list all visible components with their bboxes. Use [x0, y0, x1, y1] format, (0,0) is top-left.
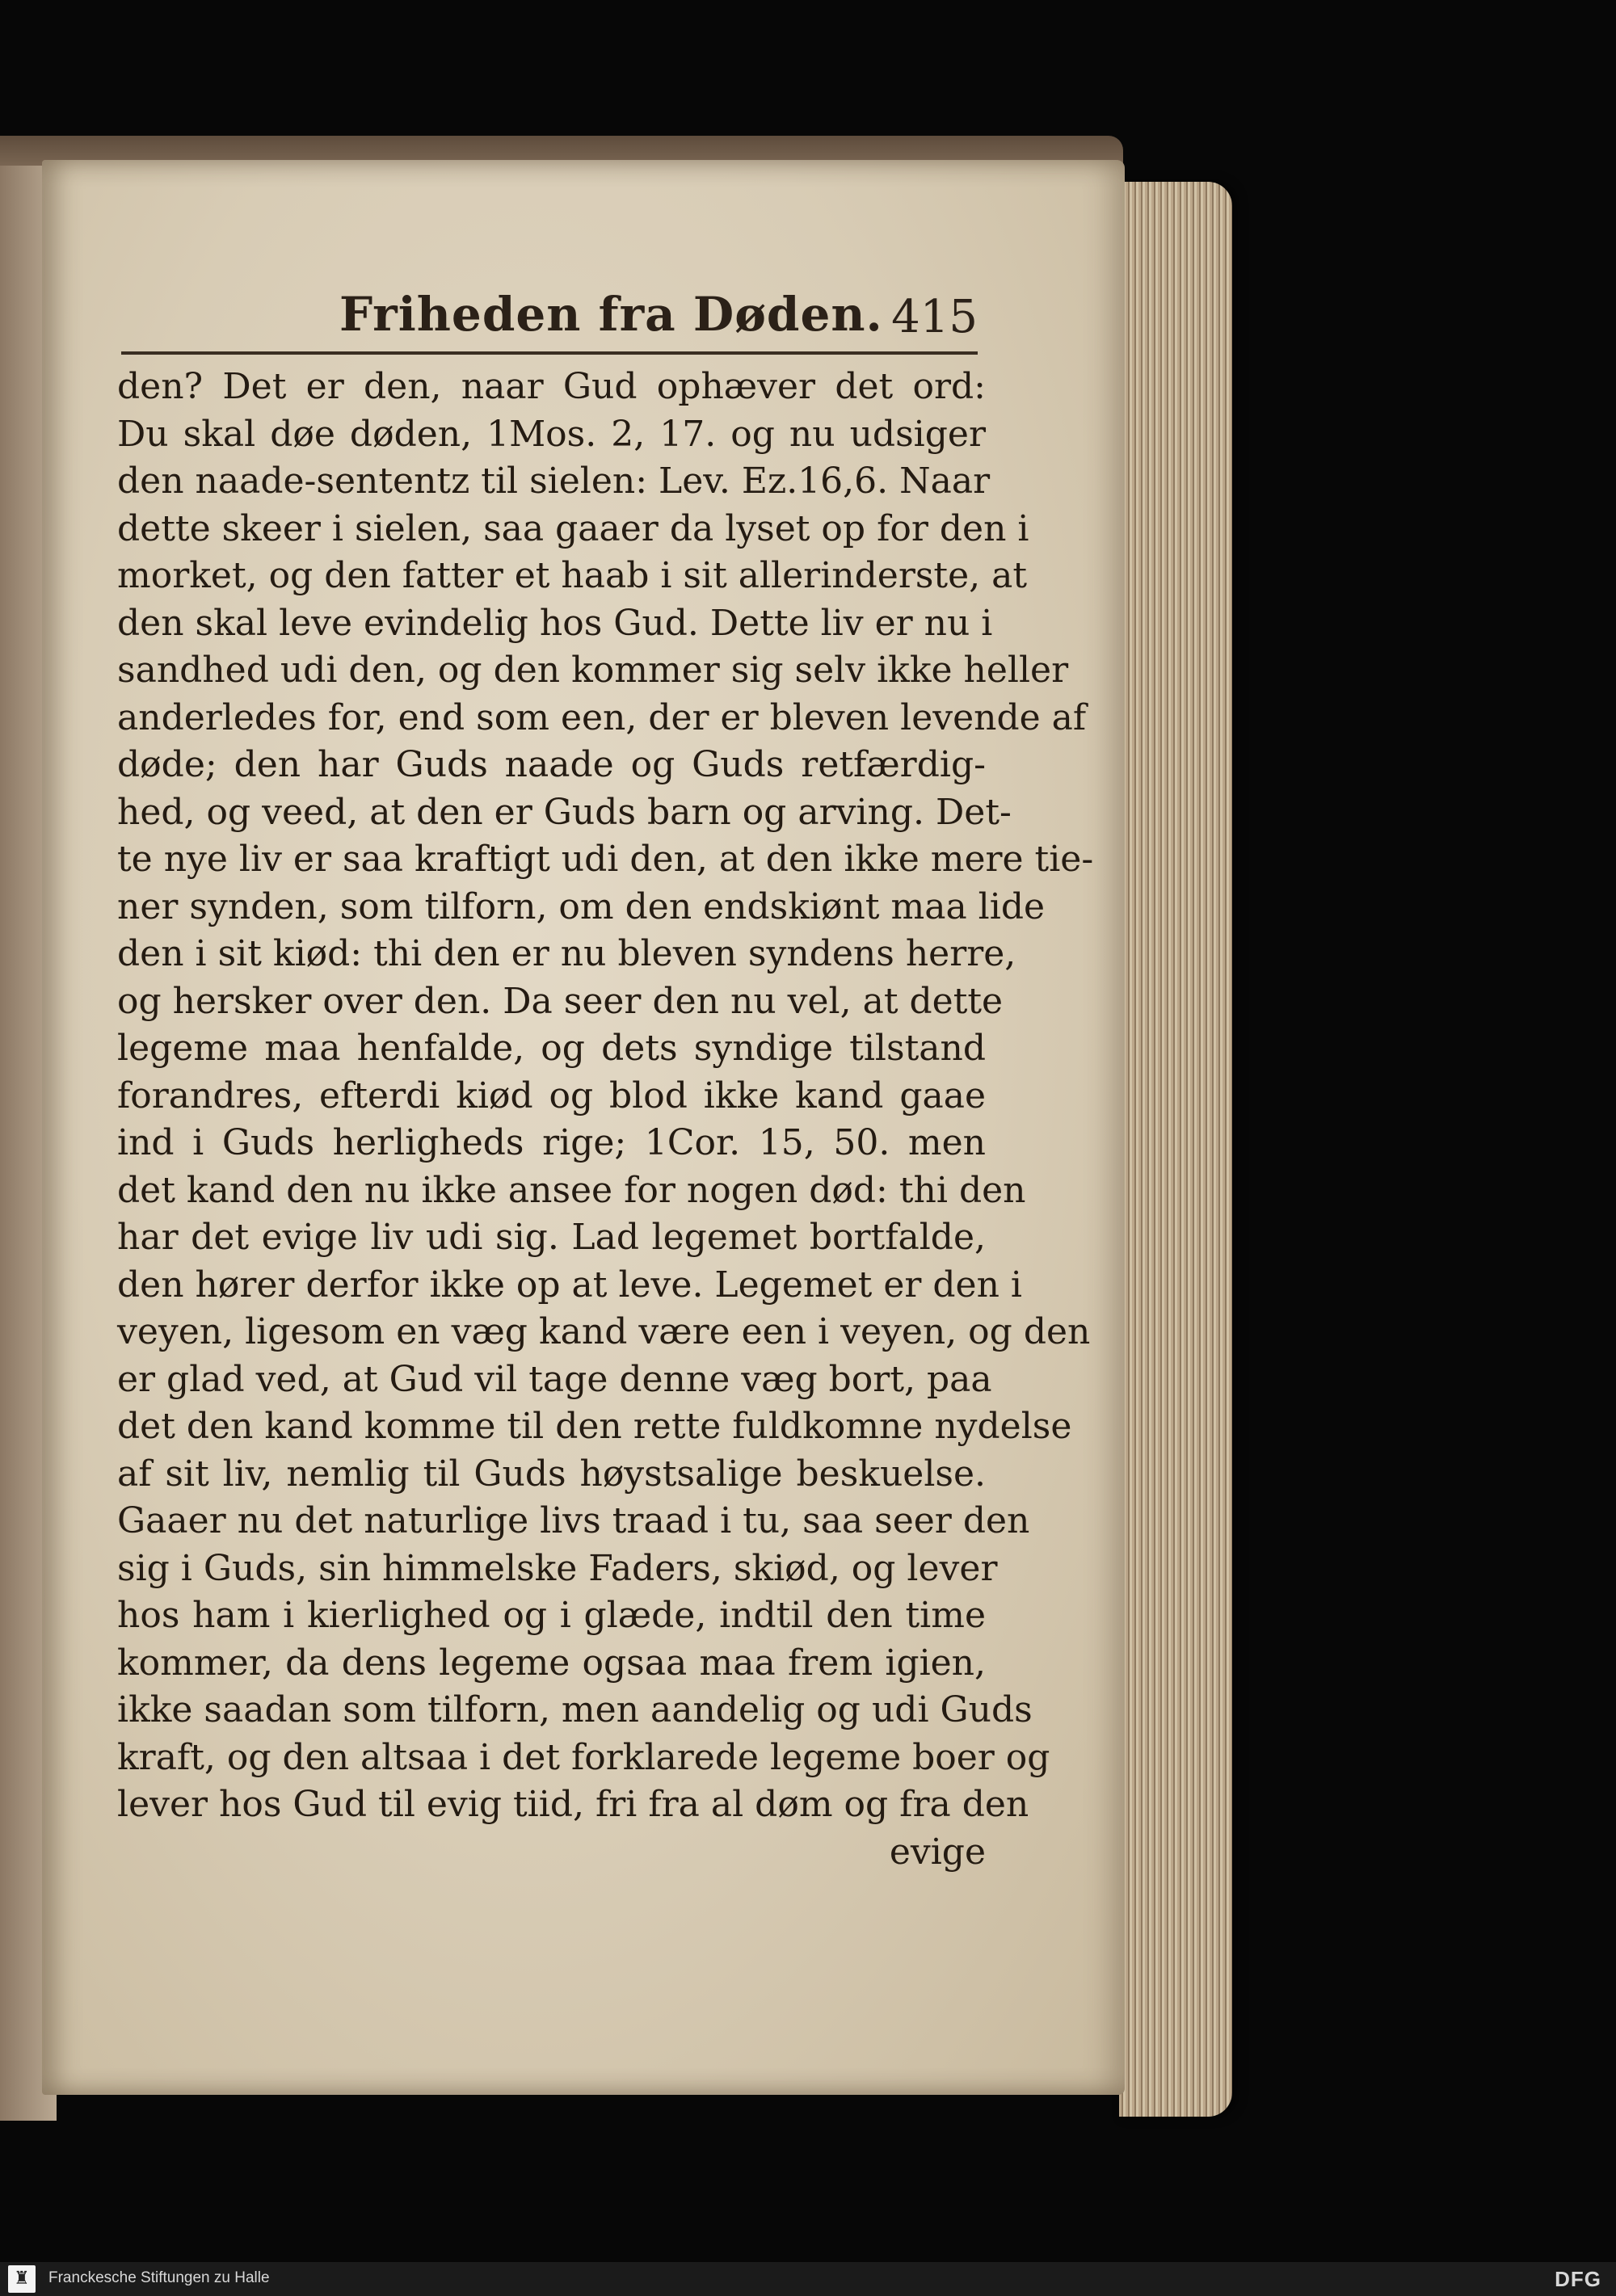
dfg-logo: DFG	[1555, 2267, 1601, 2291]
text-line: Gaaer nu det naturlige livs traad i tu, saa seer den	[117, 1500, 1030, 1541]
text-line: den i sit kiød: thi den er nu bleven syndens herre,	[117, 933, 1016, 974]
text-line: kraft, og den altsaa i det forklarede legeme boer og	[117, 1736, 1050, 1778]
text-line: Du skal døe døden, 1Mos. 2, 17. og nu udsiger	[117, 413, 986, 455]
text-line: veyen, ligesom en væg kand være een i veyen, og den	[117, 1311, 1091, 1352]
text-line: den hører derfor ikke op at leve. Legemet er den i	[117, 1264, 1022, 1306]
text-line: morket, og den fatter et haab i sit allerinderste, at	[117, 555, 1028, 596]
text-line: den naade-sententz til sielen: Lev. Ez.16,6. Naar	[117, 460, 991, 502]
text-line: legeme maa henfalde, og dets syndige tilstand	[117, 1028, 986, 1069]
page-number: 415	[891, 291, 978, 343]
text-line: sandhed udi den, og den kommer sig selv ikke heller	[117, 650, 1069, 691]
text-line: den skal leve evindelig hos Gud. Dette liv er nu i	[117, 602, 993, 644]
text-line: sig i Guds, sin himmelske Faders, skiød, og lever	[117, 1547, 998, 1589]
text-line: ind i Guds herligheds rige; 1Cor. 15, 50. men	[117, 1122, 986, 1163]
text-line: te nye liv er saa kraftigt udi den, at den ikke mere tie-	[117, 839, 1094, 880]
head-rule	[121, 351, 978, 355]
text-line: døde; den har Guds naade og Guds retfærdig-	[117, 744, 986, 785]
running-head-title: Friheden fra Døden.	[339, 287, 883, 342]
text-line: den? Det er den, naar Gud ophæver det ord:	[117, 366, 986, 407]
footer-institution: Franckesche Stiftungen zu Halle	[48, 2269, 270, 2286]
text-line: hed, og veed, at den er Guds barn og arving. Det-	[117, 791, 1012, 833]
text-line: det den kand komme til den rette fuldkomne nydelse	[117, 1406, 1072, 1447]
text-line: det kand den nu ikke ansee for nogen død: thi den	[117, 1169, 1026, 1211]
text-line: dette skeer i sielen, saa gaaer da lyset op for den i	[117, 507, 1029, 549]
text-line: er glad ved, at Gud vil tage denne væg bort, paa	[117, 1358, 992, 1400]
text-line: lever hos Gud til evig tiid, fri fra al døm og fra den	[117, 1784, 1029, 1825]
viewer-footer	[0, 2262, 1616, 2296]
text-line: har det evige liv udi sig. Lad legemet bortfalde,	[117, 1217, 986, 1258]
text-line: anderledes for, end som een, der er bleven levende af	[117, 696, 1087, 738]
text-line: hos ham i kierlighed og i glæde, indtil den time	[117, 1595, 986, 1636]
text-line: ikke saadan som tilforn, men aandelig og udi Guds	[117, 1689, 1033, 1730]
running-head	[121, 287, 978, 360]
text-line: forandres, efterdi kiød og blod ikke kand gaae	[117, 1074, 986, 1116]
catchword: evige	[889, 1831, 986, 1873]
text-line: af sit liv, nemlig til Guds høystsalige beskuelse.	[117, 1453, 986, 1495]
text-line: kommer, da dens legeme ogsaa maa frem igien,	[117, 1642, 986, 1684]
page-stack-edge	[1119, 182, 1232, 2117]
franckesche-stiftungen-logo-icon: ♜	[8, 2265, 36, 2293]
body-text	[117, 364, 1094, 1876]
text-line: og hersker over den. Da seer den nu vel, at dette	[117, 980, 1004, 1022]
text-line: ner synden, som tilforn, om den endskiønt maa lide	[117, 885, 1046, 927]
